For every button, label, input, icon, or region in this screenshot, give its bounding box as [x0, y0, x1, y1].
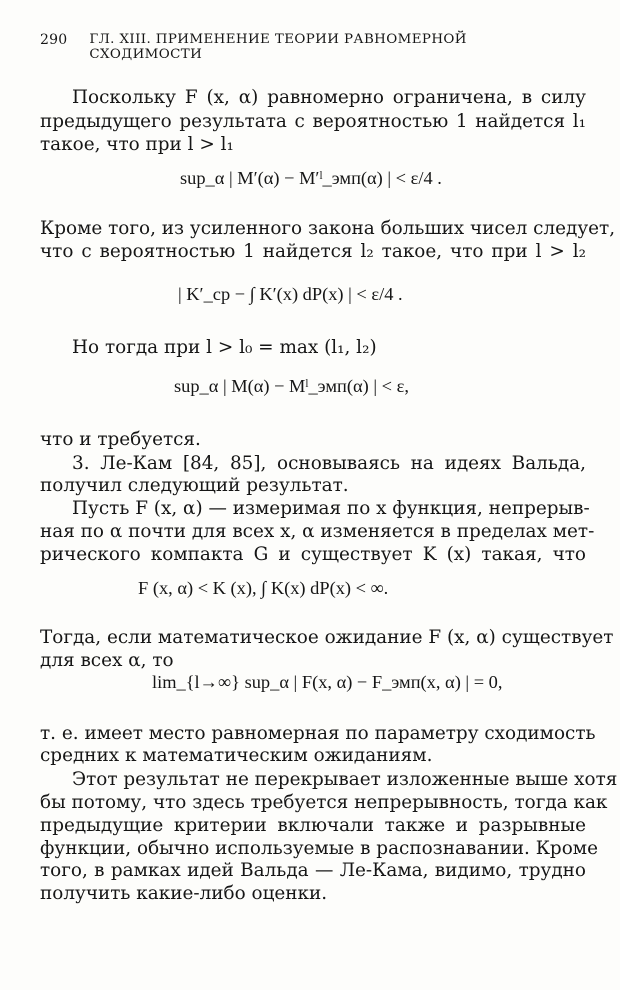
formula-4 — [138, 578, 388, 599]
text-line: для всех α, то — [40, 650, 174, 671]
text-line: получил следующий результат. — [40, 475, 349, 496]
chapter-title: ГЛ. XIII. ПРИМЕНЕНИЕ ТЕОРИИ РАВНОМЕРНОЙ СХОДИМОСТИ — [89, 32, 467, 62]
text-line: Пусть F (x, α) — измеримая по x функция, непрерыв- — [72, 498, 590, 519]
text-line: такое, что при l > l₁ — [40, 134, 234, 155]
text-line: что и требуется. — [40, 429, 201, 450]
text-line: Но тогда при l > l₀ = max (l₁, l₂) — [72, 337, 377, 358]
text-line: получить какие-либо оценки. — [40, 883, 328, 904]
running-header — [40, 32, 584, 62]
formula-2 — [178, 284, 403, 305]
text-line: Кроме того, из усиленного закона больших чисел следует, — [40, 218, 616, 239]
page-number: 290 — [40, 32, 68, 48]
formula-text: | K′_ср − ∫ K′(x) dP(x) | < ε/4 . — [178, 284, 403, 304]
formula-1 — [180, 168, 442, 189]
formula-text: lim_{l→∞} sup_α | F(x, α) − F_эмп(x, α) | = 0, — [152, 672, 503, 692]
text-line: бы потому, что здесь требуется непрерывность, тогда как — [40, 792, 608, 813]
text-line: Этот результат не перекрывает изложенные выше хотя — [72, 769, 618, 790]
formula-text: sup_α | M(α) − Mˡ_эмп(α) | < ε, — [174, 376, 409, 396]
formula-text: F (x, α) < K (x), ∫ K(x) dP(x) < ∞. — [138, 578, 389, 598]
text-line: рического компакта G и существует K (x) такая, что — [40, 544, 586, 565]
formula-3 — [174, 376, 409, 397]
text-line: ная по α почти для всех x, α изменяется в пределах мет- — [40, 521, 595, 542]
text-line: предыдущие критерии включали также и разрывные — [40, 815, 586, 836]
text-line: функции, обычно используемые в распознавании. Кроме — [40, 838, 598, 859]
text-line: того, в рамках идей Вальда — Ле-Кама, видимо, трудно — [40, 860, 586, 881]
text-line: что с вероятностью 1 найдется l₂ такое, что при l > l₂ — [40, 241, 586, 262]
text-line: средних к математическим ожиданиям. — [40, 745, 433, 766]
text-line: Тогда, если математическое ожидание F (x, α) существует — [40, 627, 614, 648]
text-line: Поскольку F (x, α) равномерно ограничена, в силу — [72, 87, 586, 108]
text-line: предыдущего результата с вероятностью 1 найдется l₁ — [40, 111, 586, 132]
text-line: 3. Ле-Кам [84, 85], основываясь на идеях Вальда, — [72, 453, 586, 474]
text-line: т. е. имеет место равномерная по параметру сходимость — [40, 723, 596, 744]
formula-5 — [152, 672, 502, 693]
formula-text: sup_α | M′(α) − M′ˡ_эмп(α) | < ε/4 . — [180, 168, 442, 188]
